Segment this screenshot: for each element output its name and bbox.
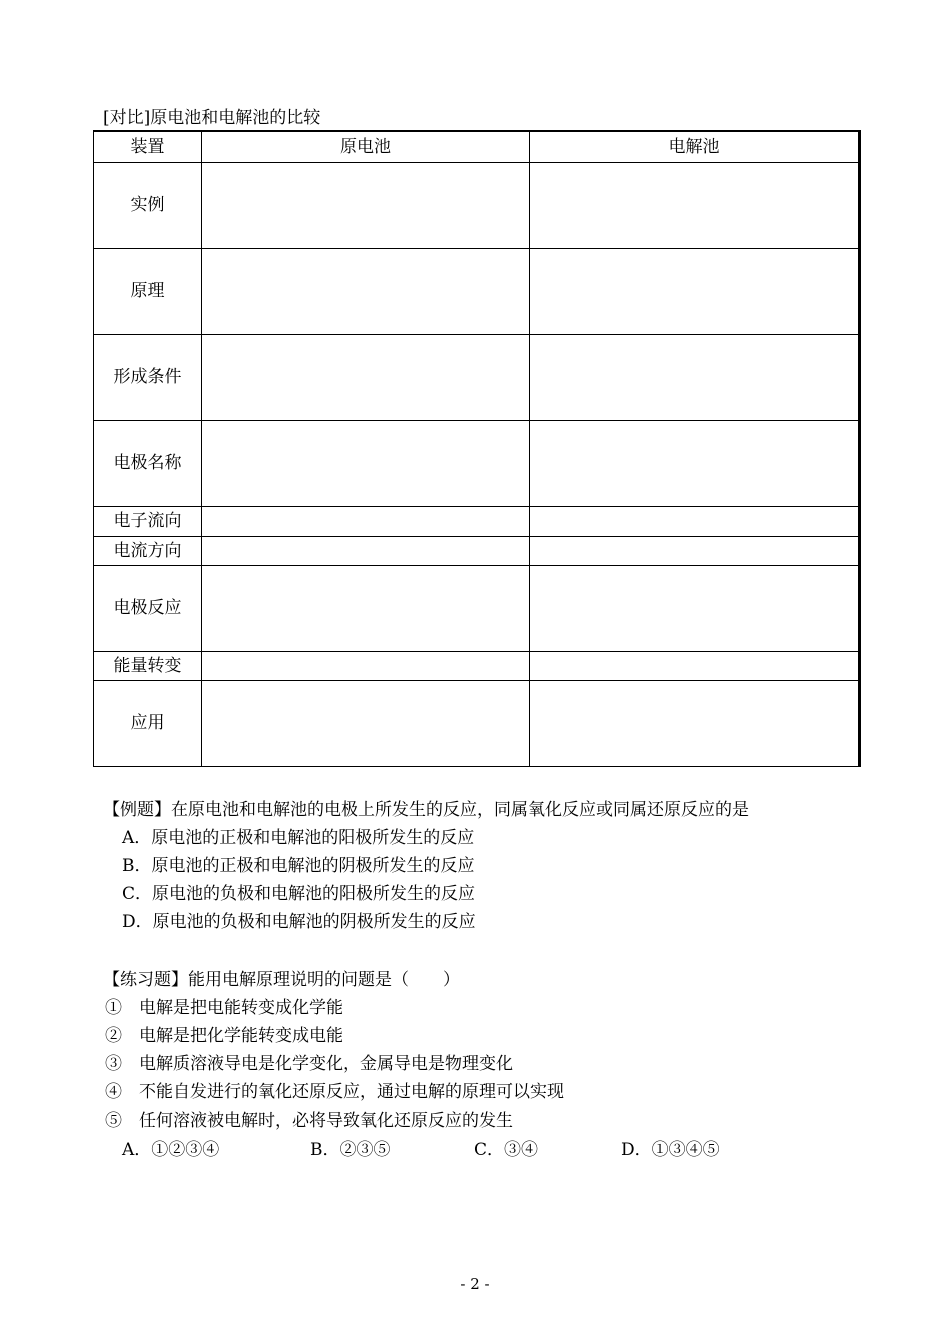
electrolytic-cell-cell: [530, 248, 860, 334]
table-row: [94, 334, 860, 420]
example-option-b: B．原电池的正极和电解池的阴极所发生的反应: [122, 856, 475, 876]
galvanic-cell-cell: [202, 248, 530, 334]
example-option-a: A．原电池的正极和电解池的阳极所发生的反应: [122, 828, 475, 848]
electrolytic-cell-cell: [530, 420, 860, 506]
header-electrolytic-cell: 电解池: [530, 131, 860, 162]
galvanic-cell-cell: [202, 162, 530, 248]
example-option-d: D．原电池的负极和电解池的阴极所发生的反应: [122, 912, 476, 932]
galvanic-cell-cell: [202, 536, 530, 565]
table-row: [94, 506, 860, 536]
row-label: 应用: [94, 680, 202, 766]
table-caption: [对比]原电池和电解池的比较: [103, 108, 321, 128]
exercise-statement: ③ 电解质溶液导电是化学变化，金属导电是物理变化: [105, 1054, 513, 1074]
electrolytic-cell-cell: [530, 162, 860, 248]
example-option-c: C．原电池的负极和电解池的阳极所发生的反应: [122, 884, 476, 904]
row-label: 电流方向: [94, 536, 202, 565]
header-device: 装置: [94, 131, 202, 162]
galvanic-cell-cell: [202, 420, 530, 506]
exercise-statement: ④ 不能自发进行的氧化还原反应，通过电解的原理可以实现: [105, 1082, 564, 1102]
exercise-statement: ① 电解是把电能转变成化学能: [105, 998, 343, 1018]
row-label: 原理: [94, 248, 202, 334]
electrolytic-cell-cell: [530, 334, 860, 420]
table-row: [94, 536, 860, 565]
row-label: 实例: [94, 162, 202, 248]
galvanic-cell-cell: [202, 506, 530, 536]
galvanic-cell-cell: [202, 680, 530, 766]
page-number: - 2 -: [460, 1275, 490, 1293]
exercise-statement: ② 电解是把化学能转变成电能: [105, 1026, 343, 1046]
galvanic-cell-cell: [202, 565, 530, 651]
row-label: 电极反应: [94, 565, 202, 651]
table-row: [94, 162, 860, 248]
row-label: 电极名称: [94, 420, 202, 506]
example-question-stem: 【例题】在原电池和电解池的电极上所发生的反应，同属氧化反应或同属还原反应的是: [103, 800, 749, 820]
exercise-choice-b: B．②③⑤: [310, 1140, 391, 1160]
exercise-statement: ⑤ 任何溶液被电解时，必将导致氧化还原反应的发生: [105, 1111, 513, 1131]
exercise-choice-d: D．①③④⑤: [621, 1140, 720, 1160]
row-label: 能量转变: [94, 651, 202, 680]
row-label: 形成条件: [94, 334, 202, 420]
row-label: 电子流向: [94, 506, 202, 536]
table-header-row: [94, 131, 860, 162]
electrolytic-cell-cell: [530, 680, 860, 766]
table-row: [94, 248, 860, 334]
table-row: [94, 651, 860, 680]
header-galvanic-cell: 原电池: [202, 131, 530, 162]
electrolytic-cell-cell: [530, 565, 860, 651]
galvanic-cell-cell: [202, 334, 530, 420]
comparison-table: [93, 130, 861, 767]
table-row: [94, 420, 860, 506]
electrolytic-cell-cell: [530, 506, 860, 536]
galvanic-cell-cell: [202, 651, 530, 680]
exercise-choice-a: A．①②③④: [122, 1140, 220, 1160]
exercise-choice-c: C．③④: [474, 1140, 539, 1160]
table-row: [94, 680, 860, 766]
electrolytic-cell-cell: [530, 651, 860, 680]
electrolytic-cell-cell: [530, 536, 860, 565]
table-row: [94, 565, 860, 651]
exercise-question-stem: 【练习题】能用电解原理说明的问题是（ ）: [103, 970, 460, 990]
